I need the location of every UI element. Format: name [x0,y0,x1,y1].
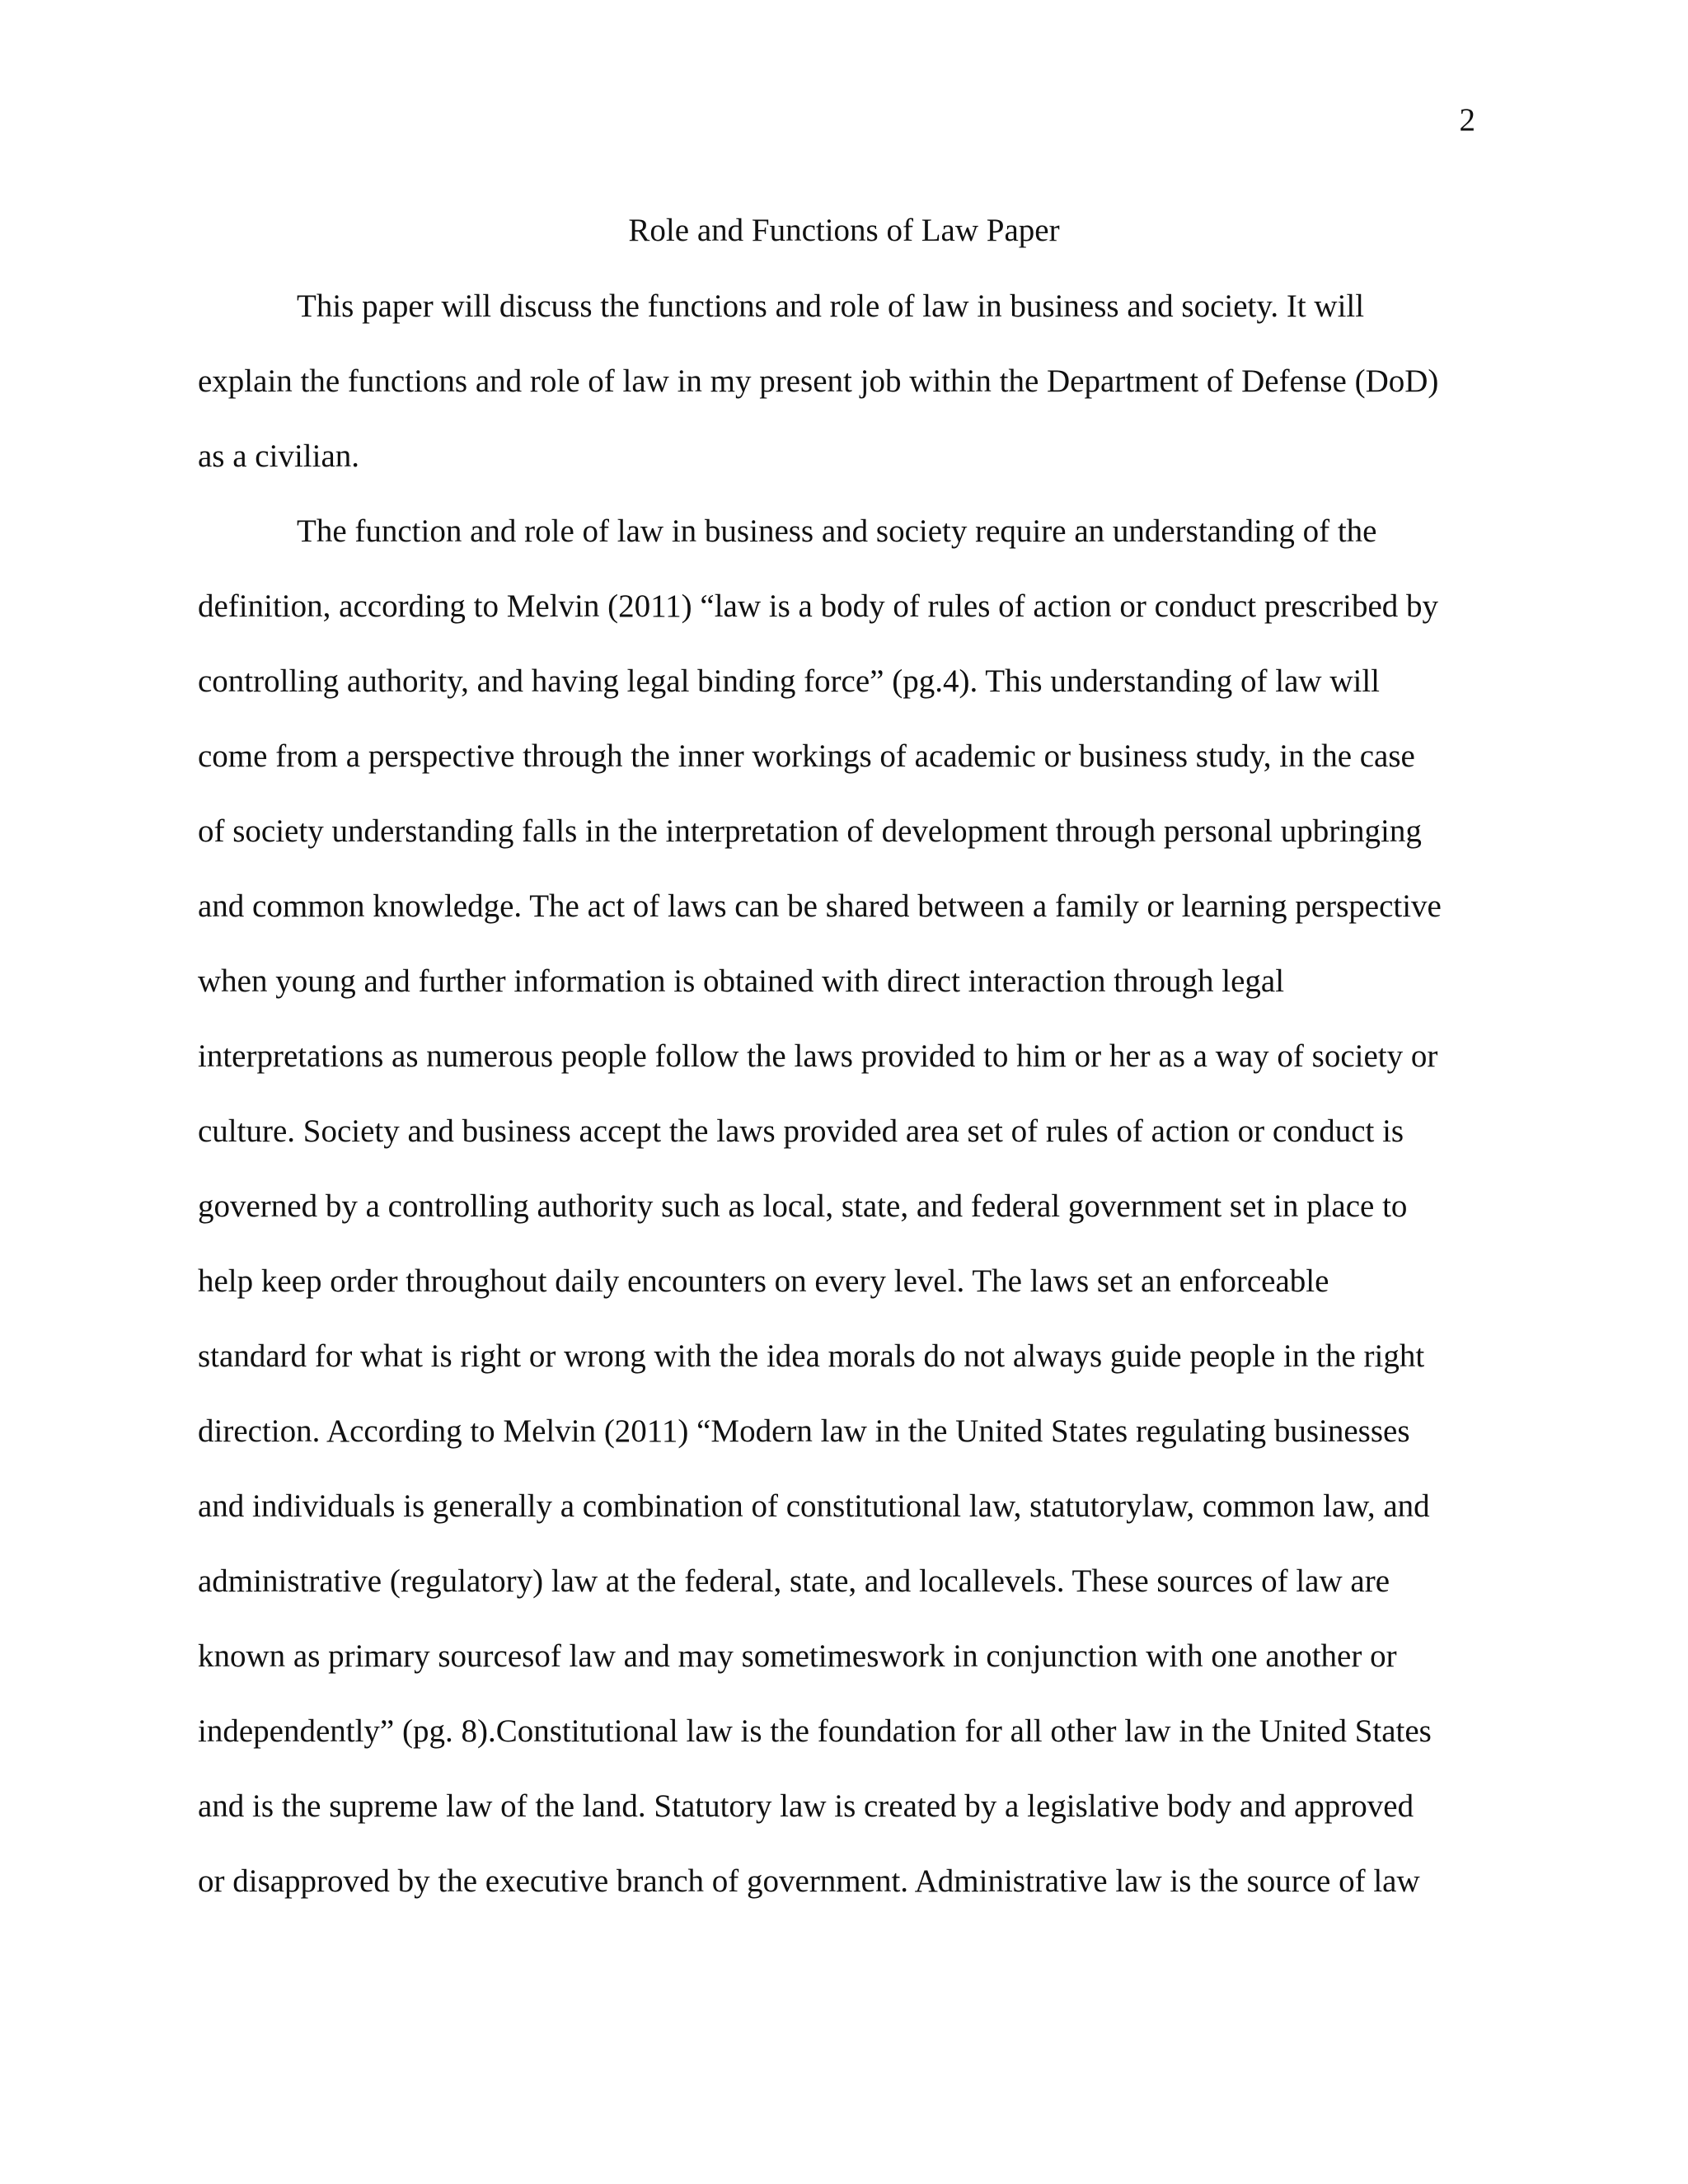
body-line: known as primary sourcesof law and may sometimeswork in conjunction with one another or [198,1638,1397,1674]
body-line: definition, according to Melvin (2011) “law is a body of rules of action or conduct prescribed by [198,588,1439,624]
body-line: standard for what is right or wrong with the idea morals do not always guide people in the right [198,1338,1425,1374]
page-number: 2 [1459,102,1475,138]
body-line: of society understanding falls in the interpretation of development through personal upbringing [198,813,1422,849]
body-line: administrative (regulatory) law at the federal, state, and locallevels. These sources of law are [198,1563,1390,1599]
body-line: controlling authority, and having legal binding force” (pg.4). This understanding of law will [198,663,1381,699]
body-line: as a civilian. [198,438,360,474]
body-line: and is the supreme law of the land. Statutory law is created by a legislative body and approved [198,1788,1414,1824]
body-line: come from a perspective through the inner workings of academic or business study, in the case [198,738,1415,774]
body-line: help keep order throughout daily encounters on every level. The laws set an enforceable [198,1263,1329,1299]
body-line: interpretations as numerous people follow the laws provided to him or her as a way of society or [198,1038,1438,1074]
body-line: or disapproved by the executive branch of government. Administrative law is the source of law [198,1863,1420,1899]
body-line: and common knowledge. The act of laws can be shared between a family or learning perspective [198,888,1442,924]
body-line: The function and role of law in business and society require an understanding of the [297,513,1377,549]
paper-title: Role and Functions of Law Paper [628,213,1060,248]
body-line: This paper will discuss the functions and role of law in business and society. It will [297,288,1365,324]
body-line: culture. Society and business accept the laws provided area set of rules of action or conduct is [198,1113,1404,1149]
body-line: explain the functions and role of law in my present job within the Department of Defense (DoD) [198,363,1439,399]
body-line: independently” (pg. 8).Constitutional law is the foundation for all other law in the United States [198,1713,1432,1749]
body-line: direction. According to Melvin (2011) “Modern law in the United States regulating businesses [198,1413,1410,1449]
body-line: governed by a controlling authority such as local, state, and federal government set in place to [198,1188,1408,1224]
body-line: when young and further information is obtained with direct interaction through legal [198,963,1285,999]
body-line: and individuals is generally a combination of constitutional law, statutorylaw, common law, and [198,1488,1430,1524]
